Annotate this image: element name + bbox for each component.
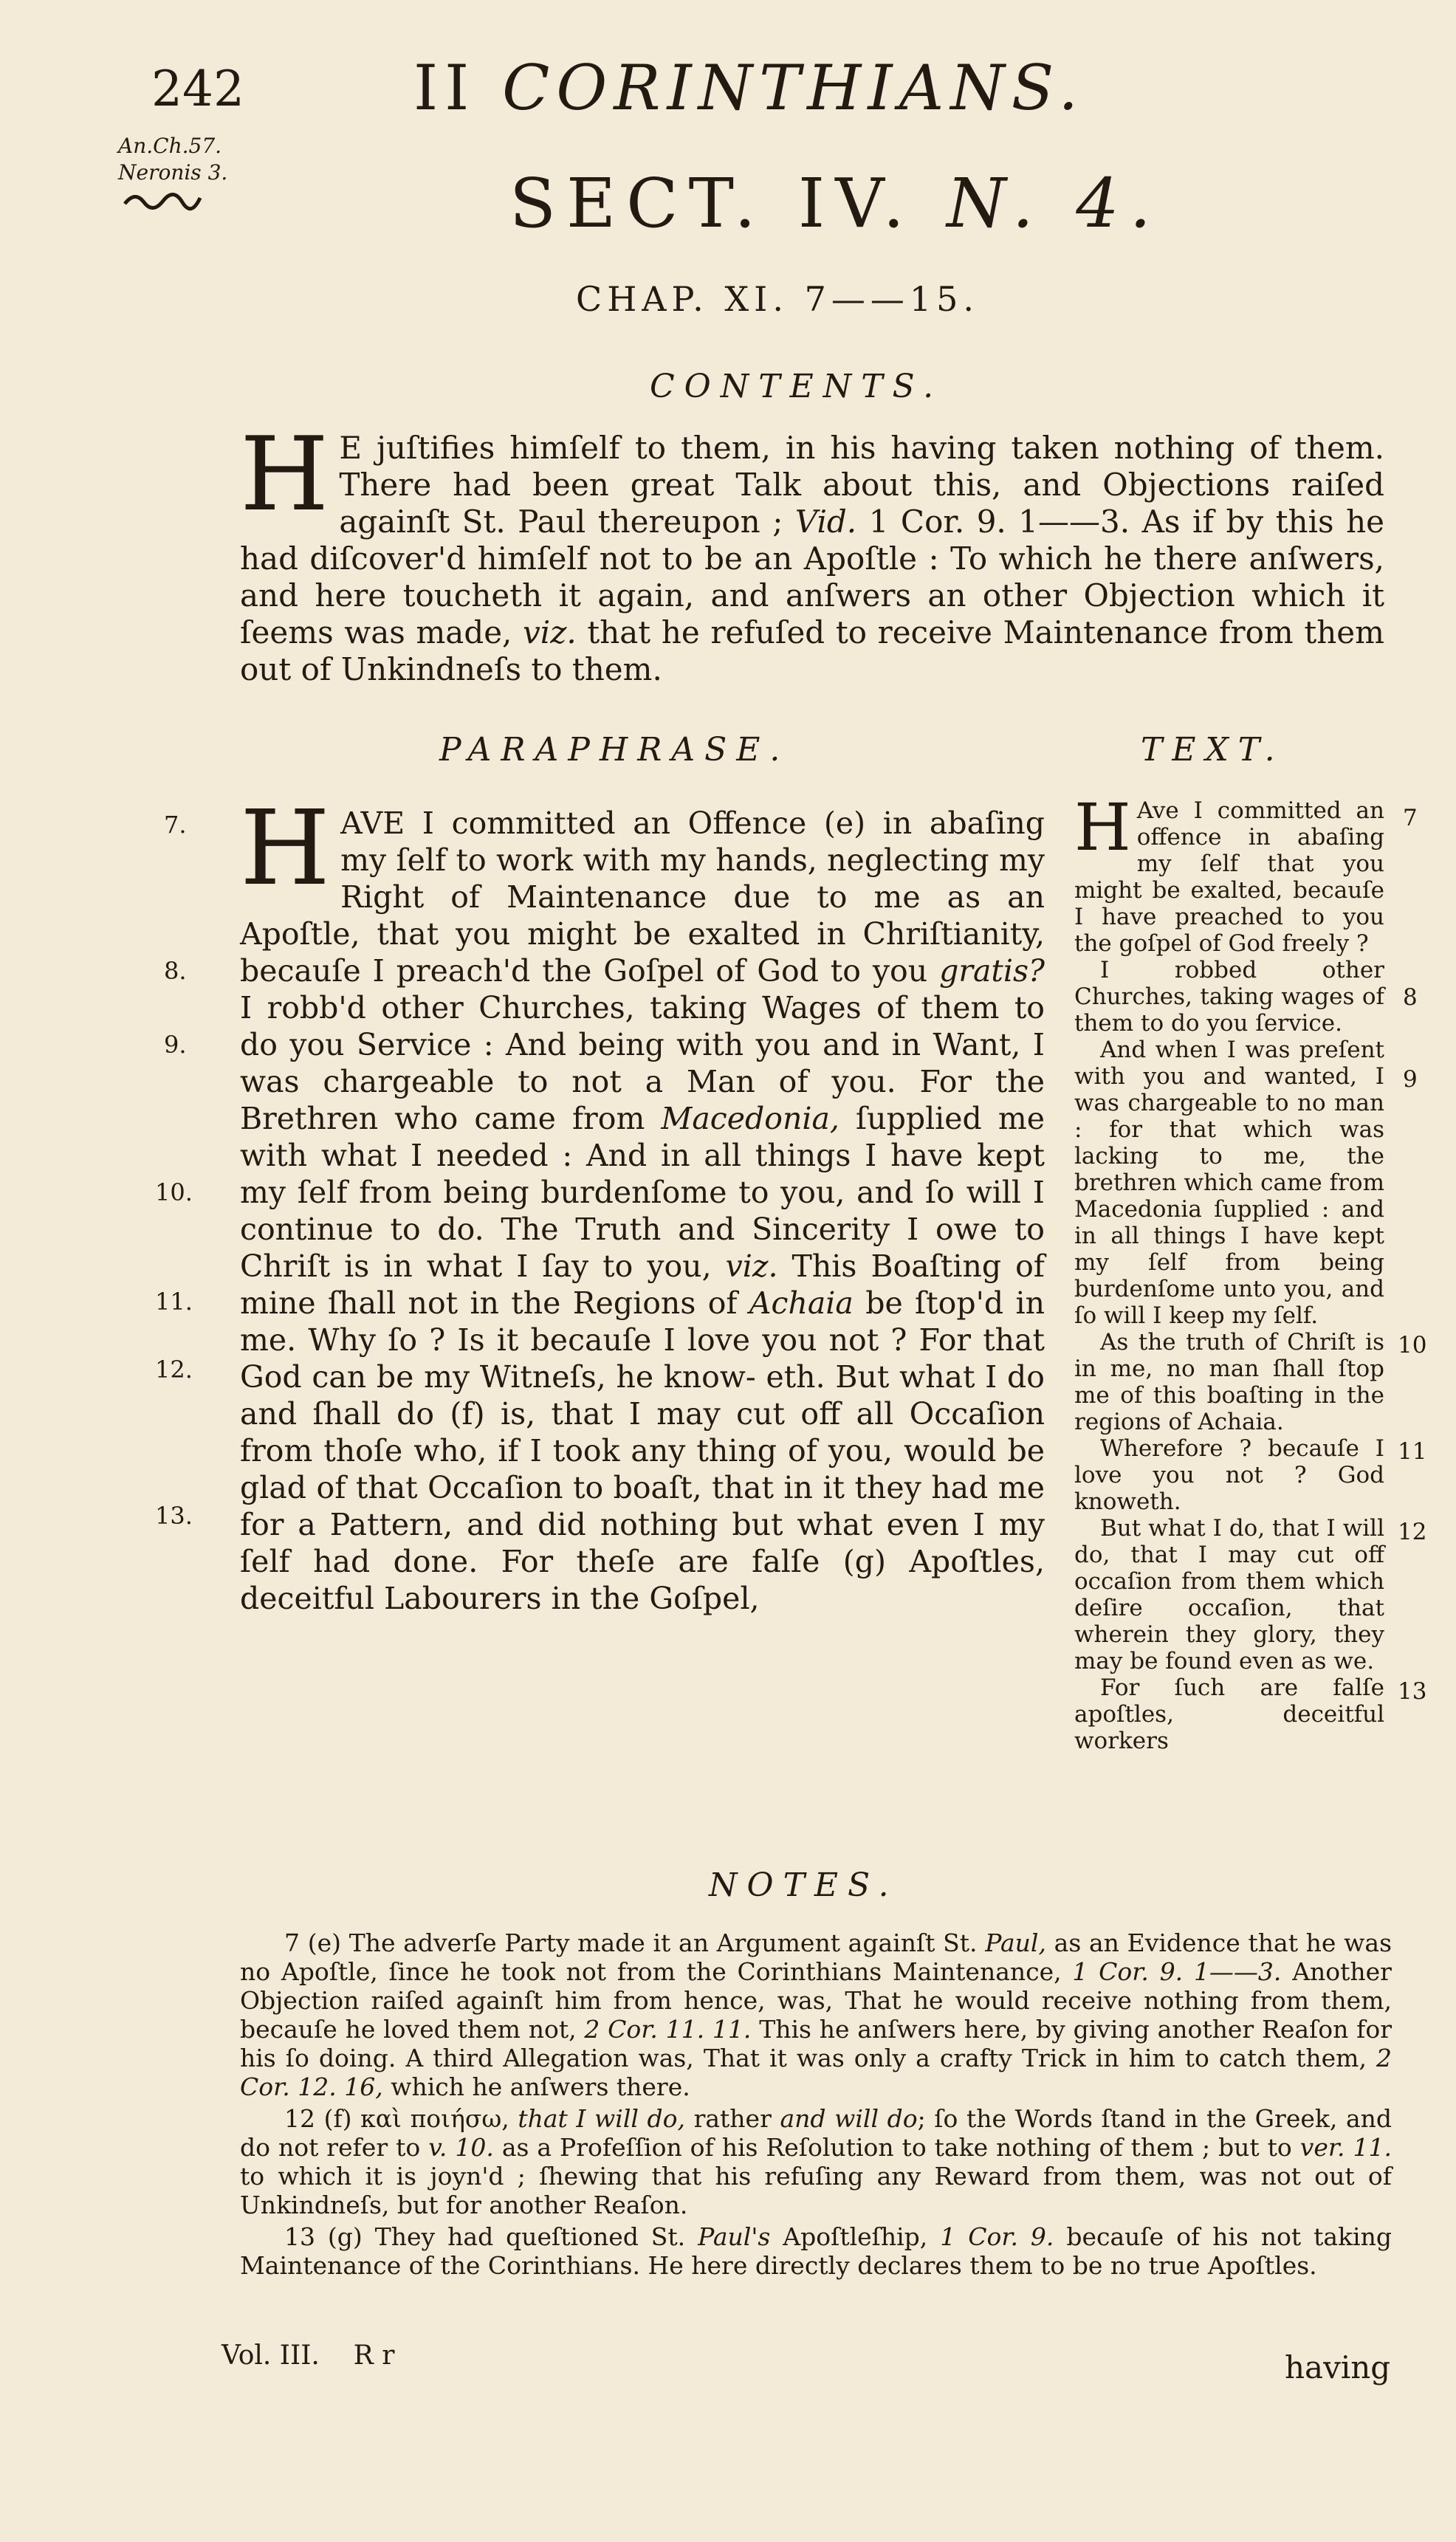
paraphrase-gratis: gratis? xyxy=(939,953,1045,989)
paraphrase-viz: viz. xyxy=(725,1248,778,1284)
text-verse-number: 7 xyxy=(1403,805,1418,831)
text-verse-number: 8 xyxy=(1403,984,1418,1011)
text-column xyxy=(1074,789,1384,1754)
paraphrase-verse-9b: ſupplied me with what I needed : And in all things I have kept my ſelf from being burdenſome xyxy=(240,1101,1045,1210)
paraphrase-verse-8a: the Goſpel of God to you xyxy=(542,953,928,989)
running-head-title: CORINTHIANS. xyxy=(502,52,1085,124)
paraphrase-macedonia: Macedonia, xyxy=(661,1101,839,1136)
paraphrase-verse-number: 8. xyxy=(164,957,187,985)
section-prefix: SECT. IV. xyxy=(509,164,915,243)
note-13: 13 (g) They had queſtioned St. Paul's Apoſtleſhip, 1 Cor. 9. becauſe of his not taking Maintenance of the Corinthians. He here directly declares them to be no true Apoſtles. xyxy=(240,2222,1392,2280)
text-verse-13: For ſuch are falſe apoſtles, deceitful workers xyxy=(1074,1674,1384,1754)
paraphrase-verse-10b: This Boaſting of mine ſhall not in the Regions of xyxy=(240,1248,1045,1321)
margin-date-year: An.Ch.57. xyxy=(118,134,222,158)
text-verse-number: 13 xyxy=(1398,1678,1427,1705)
text-verse-number: 12 xyxy=(1398,1519,1427,1545)
contents-text-2: 1 Cor. 9. 1——3. As if by this he had diſcover'd himſelf not to be an Apoſtle : To which he there anſwers, and here toucheth it again, and anſwers an other Objection which it ſeems was made, xyxy=(240,504,1384,650)
text-verse-11: Wherefore ? becauſe I love you not ? God knoweth. xyxy=(1074,1435,1384,1515)
text-verse-7: H Ave I committed an offence in abaſing my ſelf that you might be exalted, becauſe I have preached to you the goſpel of God freely ? xyxy=(1074,789,1384,957)
contents-dropcap: H xyxy=(240,415,329,534)
paraphrase-verse-11: be ſtop'd in me. Why ſo ? Is it becauſe I love you not ? For that God can be my Witneſs, he know- xyxy=(240,1285,1045,1395)
contents-text-3: that he refuſed to receive Maintenance from them out of Unkindneſs to them. xyxy=(240,614,1384,687)
paraphrase-verse-7: AVE I committed an Offence (e) in abaſing my ſelf to work with my hands, neglecting my Right of Maintenance due to me as an Apoſtle, that you might be exalted in Chriſtianity, becauſe I preach'd xyxy=(240,805,1045,989)
paraphrase-verse-10a: to you, and ſo will I continue to do. The Truth and Sincerity I owe to Chriſt is in what I ſay to you, xyxy=(240,1175,1045,1284)
contents-vid: Vid. xyxy=(794,504,857,540)
paraphrase-verse-number: 12. xyxy=(155,1356,193,1384)
text-heading: TEXT. xyxy=(1141,731,1285,769)
paraphrase-achaia: Achaia xyxy=(749,1285,854,1321)
paraphrase-verse-12: eth. But what I do and ſhall do (f) is, that I may cut off all Occaſion from thoſe who, if I took any thing of you, would be glad of that Occaſion to boaſt, that in it they had me for a Pattern, and did nothing xyxy=(240,1359,1045,1542)
paraphrase-verse-number: 9. xyxy=(164,1031,187,1059)
text-verse-number: 9 xyxy=(1403,1066,1418,1093)
contents-heading: CONTENTS. xyxy=(650,368,944,405)
flourish-ornament xyxy=(122,189,203,211)
catchword: having xyxy=(1285,2349,1391,2385)
chapter-heading: CHAP. XI. 7——15. xyxy=(576,279,979,319)
paraphrase-verse-number: 10. xyxy=(155,1178,193,1206)
paraphrase-verse-9a: And being with you and in Want, I was chargeable to not a Man of you. For the Brethren who came from xyxy=(240,1027,1045,1136)
paraphrase-heading: PARAPHRASE. xyxy=(439,731,790,769)
margin-date-reign: Neronis 3. xyxy=(118,160,228,185)
paraphrase-dropcap: H xyxy=(240,789,331,909)
text-verse-8: I robbed other Churches, taking wages of them to do you ſervice. xyxy=(1074,957,1384,1037)
text-dropcap: H xyxy=(1074,789,1131,865)
text-verse-number: 11 xyxy=(1398,1438,1427,1465)
running-head xyxy=(413,52,1085,124)
section-number: N. 4. xyxy=(947,164,1161,243)
text-verse-9: And when I was preſent with you and wanted, I was chargeable to no man : for that which was lacking to me, the brethren which came from Macedonia ſupplied : and in all things I have kept my ſelf from being burdenſome unto you, and ſo will I keep my ſelf. xyxy=(1074,1037,1384,1329)
section-heading xyxy=(509,164,1161,243)
notes-heading: NOTES. xyxy=(709,1866,899,1904)
contents-viz: viz. xyxy=(523,614,577,650)
note-7: 7 (e) The adverſe Party made it an Argument againſt St. Paul, as an Evidence that he was no Apoſtle, ſince he took not from the Corinthians Maintenance, 1 Cor. 9. 1——3. Another Objection raiſed againſt him from hence, was, That he would receive nothing from them, becauſe he loved them not, 2 Cor. 11. 11. This he anſwers here, by giving another Reaſon for his ſo doing. A third Allegation was, That it was only a crafty Trick in him to catch them, 2 Cor. 12. 16, which he anſwers there. xyxy=(240,1928,1393,2101)
paraphrase-verse-13: but what even I my ſelf had done. For theſe are falſe (g) Apoſtles, deceitful Labourers in the Goſpel, xyxy=(240,1507,1045,1616)
contents-text-1: E juſtifies himſelf to them, in his having taken nothing of them. There had been great Talk about this, and Objections raiſed againſt St. Paul thereupon ; xyxy=(339,430,1384,540)
contents-body xyxy=(240,415,1384,688)
margin-date xyxy=(118,133,227,186)
notes-body xyxy=(240,1928,1392,2283)
paraphrase-verse-number: 11. xyxy=(155,1288,193,1316)
text-verse-12: But what I do, that I will do, that I may cut off occaſion from them which deſire occaſion, that wherein they glory, they may be found even as we. xyxy=(1074,1515,1384,1674)
signature-line: Vol. III. R r xyxy=(222,2340,395,2371)
text-verse-10: As the truth of Chriſt is in me, no man ſhall ſtop me of this boaſting in the regions of Achaia. xyxy=(1074,1329,1384,1435)
page-number: 242 xyxy=(151,61,244,117)
text-verse-number: 10 xyxy=(1398,1332,1427,1358)
paraphrase-verse-number: 13. xyxy=(155,1502,193,1530)
paraphrase-verse-number: 7. xyxy=(164,811,187,839)
paraphrase-body xyxy=(240,789,1045,1617)
running-head-prefix: II xyxy=(413,52,476,124)
note-12: 12 (f) καὶ ποιήσω, that I will do, rather and will do; ſo the Words ſtand in the Greek, and do not refer to v. 10. as a Profeſſion of his Reſolution to take nothing of them ; but to ver. 11. to which it is joyn'd ; ſhewing that his refuſing any Reward from them, was not out of Unkindneſs, but for another Reaſon. xyxy=(240,2104,1392,2219)
paraphrase-verse-8b: I robb'd other Churches, taking Wages of them to do you Service : xyxy=(240,990,1045,1062)
